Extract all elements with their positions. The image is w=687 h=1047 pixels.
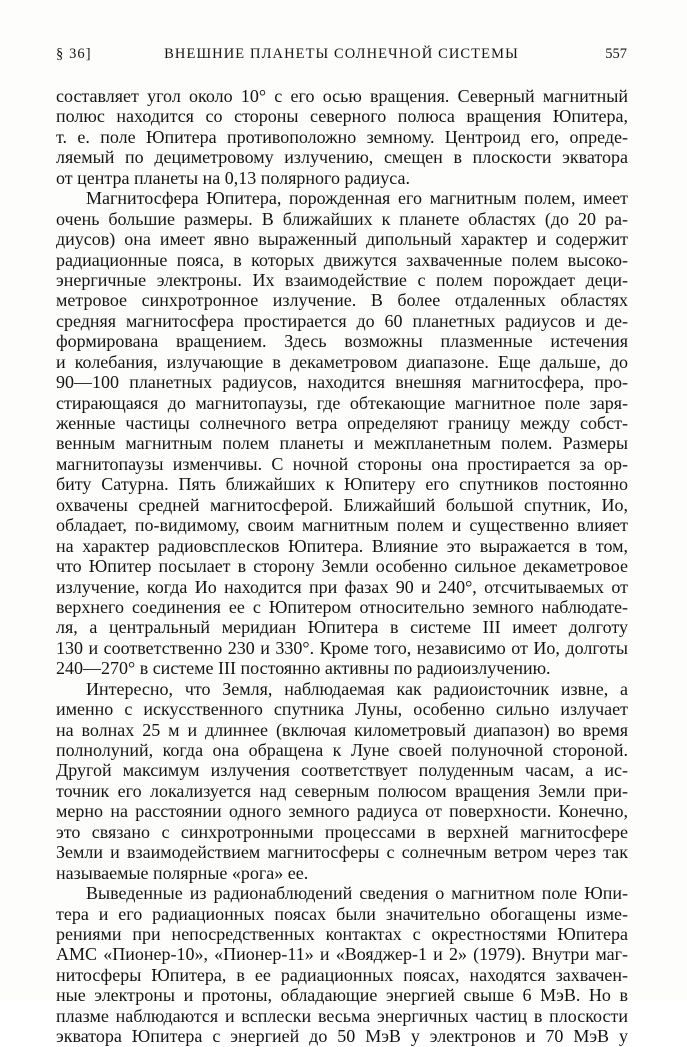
text-line: стирающаяся до магнитопаузы, где обтекающие магнитное поле заря- — [56, 392, 628, 413]
text-line: на волнах 25 м и длиннее (включая километровый диапазон) во время — [56, 719, 628, 740]
page-number: 557 — [605, 46, 627, 62]
text-line: это связано с синхротронными процессами в верхней магнитосфере — [56, 821, 628, 842]
text-line: радиационные пояса, в которых движутся захваченные полем высоко- — [56, 249, 628, 270]
text-line: ляемый по дециметровому излучению, смещен в плоскости экватора — [56, 147, 628, 168]
text-line: 240—270° в системе III постоянно активны по радиоизлучению. — [56, 658, 551, 679]
text-line: 90—100 планетных радиусов, находится внешняя магнитосфера, про- — [56, 372, 628, 393]
text-line: плазме наблюдаются и всплески весьма энергичных частиц в плоскости — [56, 1005, 628, 1026]
text-line: охвачены средней магнитосферой. Ближайший большой спутник, Ио, — [56, 494, 628, 515]
text-line: венным магнитным полем планеты и межпланетным полем. Размеры — [56, 433, 628, 454]
text-line: Земли и взаимодействием магнитосферы с солнечным ветром через так — [56, 842, 628, 863]
text-line: т. е. поле Юпитера противоположно земному. Центроид его, опреде- — [56, 126, 628, 147]
text-line: тера и его радиационных поясах были значительно обогащены изме- — [56, 903, 628, 924]
text-line: верхнего соединения ее с Юпитером относительно земного наблюдате- — [56, 596, 628, 617]
text-line: Выведенные из радионаблюдений сведения о магнитном поле Юпи- — [86, 883, 628, 904]
page-title: ВНЕШНИЕ ПЛАНЕТЫ СОЛНЕЧНОЙ СИСТЕМЫ — [164, 46, 519, 62]
text-line: излучение, когда Ио находится при фазах 90 и 240°, отсчитываемых от — [56, 576, 628, 597]
text-line: средняя магнитосфера простирается до 60 планетных радиусов и де- — [56, 310, 628, 331]
text-line: рениями при непосредственных контактах с окрестностями Юпитера — [56, 923, 628, 944]
text-line: биту Сатурна. Пять ближайших к Юпитеру его спутников постоянно — [56, 474, 628, 495]
text-line: метровое синхротронное излучение. В более отдаленных областях — [56, 290, 628, 311]
text-line: мерно на расстоянии одного земного радиуса от поверхности. Конечно, — [56, 801, 628, 822]
text-line: Другой максимум излучения соответствует полуденным часам, а ис- — [56, 760, 628, 781]
text-line: магнитопаузы изменчивы. С ночной стороны она простирается за ор- — [56, 453, 628, 474]
text-line: называемые полярные «рога» ее. — [56, 862, 309, 883]
text-line: точник его локализуется над северным полюсом вращения Земли при- — [56, 780, 628, 801]
text-line: Магнитосфера Юпитера, порожденная его магнитным полем, имеет — [86, 188, 628, 209]
text-line: очень большие размеры. В ближайших к планете областях (до 20 ра- — [56, 208, 628, 229]
text-line: полюс находится со стороны северного полюса вращения Юпитера, — [56, 106, 628, 127]
text-line: составляет угол около 10° с его осью вращения. Северный магнитный — [56, 86, 628, 106]
text-line: АМС «Пионер-10», «Пионер-11» и «Вояджер-1 и 2» (1979). Внутри маг- — [56, 944, 628, 965]
section-reference: § 36] — [56, 46, 92, 62]
text-line: на характер радиовсплесков Юпитера. Влияние это выражается в том, — [56, 535, 628, 556]
running-header — [56, 46, 627, 68]
text-line: полнолуний, когда она обращена к Луне своей полуночной стороной. — [56, 740, 628, 760]
text-line: экватора Юпитера с энергией до 50 МэВ у электронов и 70 МэВ у — [56, 1026, 628, 1047]
text-line: что Юпитер посылает в сторону Земли особенно сильное декаметровое — [56, 556, 628, 577]
text-line: именно с искусственного спутника Луны, особенно сильно излучает — [56, 699, 628, 720]
text-line: диусов) она имеет явно выраженный дипольный характер и содержит — [56, 229, 628, 250]
text-line: женные частицы солнечного ветра определяют границу между собст- — [56, 413, 628, 433]
text-line: и колебания, излучающие в декаметровом диапазоне. Еще дальше, до — [56, 351, 628, 372]
text-body — [56, 86, 628, 1047]
text-line: ные электроны и протоны, обладающие энергией свыше 6 МэВ. Но в — [56, 985, 628, 1006]
text-line: ля, а центральный меридиан Юпитера в системе III имеет долготу — [56, 617, 628, 638]
text-line: формирована вращением. Здесь возможны плазменные истечения — [56, 331, 628, 352]
text-line: Интересно, что Земля, наблюдаемая как радиоисточник извне, а — [86, 678, 628, 699]
text-line: 130 и соответственно 230 и 330°. Кроме того, независимо от Ио, долготы — [56, 637, 628, 658]
text-line: от центра планеты на 0,13 полярного радиуса. — [56, 167, 410, 188]
text-line: нитосферы Юпитера, в ее радиационных поясах, находятся захвачен- — [56, 964, 628, 985]
text-line: обладает, по-видимому, своим магнитным полем и существенно влияет — [56, 515, 628, 536]
text-line: энергичные электроны. Их взаимодействие с полем порождает деци- — [56, 269, 628, 290]
